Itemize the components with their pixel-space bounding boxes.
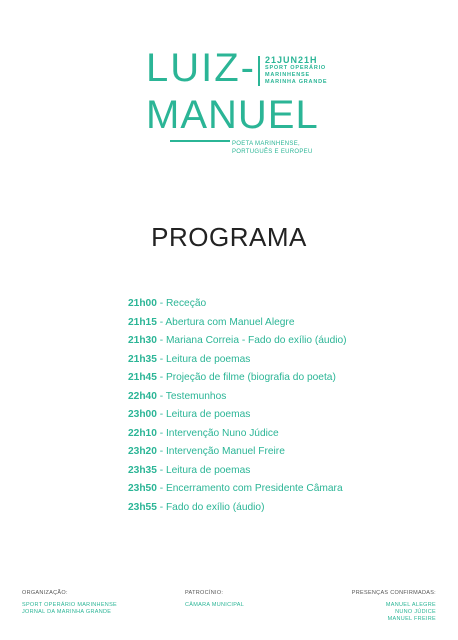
schedule-text: - Receção (156, 298, 207, 309)
schedule-text: - Encerramento com Presidente Câmara (156, 483, 343, 494)
subtitle-line-1: POETA MARINHENSE, (232, 141, 301, 147)
event-info (265, 55, 327, 86)
presencas-line: NUNO JÚDICE (395, 609, 436, 615)
schedule-time: 23h50 (128, 483, 157, 494)
schedule-time: 23h55 (128, 501, 157, 513)
organizacao-line: SPORT OPERÁRIO MARINHENSE (22, 602, 118, 608)
schedule-text: - Leitura de poemas (156, 409, 251, 420)
organizacao-line: JORNAL DA MARINHA GRANDE (22, 609, 112, 615)
vertical-divider (258, 56, 260, 86)
schedule-text: - Leitura de poemas (156, 353, 251, 365)
event-date: 21JUN21H (265, 55, 318, 65)
schedule-text: - Fado do exílio (áudio) (156, 501, 265, 513)
schedule-time: 21h35 (128, 353, 157, 365)
schedule-item (128, 426, 347, 445)
schedule-item (128, 500, 347, 519)
schedule-list (128, 296, 347, 518)
patrocinio-line: CÂMARA MUNICIPAL (185, 602, 245, 608)
presencas-line: MANUEL FREIRE (387, 616, 436, 622)
schedule-item (128, 407, 347, 426)
schedule-item (128, 463, 347, 482)
schedule-item (128, 444, 347, 463)
schedule-time: 21h30 (128, 335, 157, 346)
schedule-text: - Testemunhos (156, 390, 227, 402)
schedule-text: - Intervenção Nuno Júdice (156, 427, 279, 439)
schedule-item (128, 333, 347, 352)
schedule-time: 22h10 (128, 427, 157, 439)
venue-line-2: MARINHENSE (265, 72, 310, 78)
presencas-line: MANUEL ALEGRE (385, 602, 436, 608)
schedule-time: 23h00 (128, 409, 157, 420)
schedule-item (128, 352, 347, 371)
presencas-label: PRESENÇAS CONFIRMADAS: (351, 590, 436, 596)
schedule-text: - Leitura de poemas (156, 464, 251, 476)
schedule-time: 23h35 (128, 464, 157, 476)
venue-line-1: SPORT OPERÁRIO (265, 65, 327, 71)
schedule-item (128, 389, 347, 408)
schedule-item (128, 296, 347, 315)
schedule-time: 22h40 (128, 390, 157, 402)
subtitle-line-2: PORTUGUÊS E EUROPEU (232, 149, 313, 155)
schedule-item (128, 370, 347, 389)
schedule-text: - Intervenção Manuel Freire (156, 446, 285, 457)
subtitle (232, 140, 313, 156)
schedule-time: 23h20 (128, 446, 157, 457)
footer-patrocinio (185, 590, 244, 609)
schedule-text: - Abertura com Manuel Alegre (156, 316, 295, 328)
patrocinio-label: PATROCÍNIO: (185, 590, 224, 596)
title-line-1: LUIZ- (146, 46, 256, 90)
schedule-time: 21h00 (128, 298, 157, 309)
organizacao-label: ORGANIZAÇÃO: (22, 590, 68, 596)
schedule-text: - Projeção de filme (biografia do poeta) (156, 372, 336, 383)
schedule-time: 21h45 (128, 372, 157, 383)
footer-organizacao (22, 590, 117, 616)
schedule-item (128, 315, 347, 334)
title-line-2: MANUEL (146, 93, 319, 137)
horizontal-divider (170, 140, 230, 142)
programa-heading: PROGRAMA (151, 222, 307, 252)
schedule-text: - Mariana Correia - Fado do exílio (áudio) (156, 335, 347, 346)
venue-line-3: MARINHA GRANDE (265, 79, 328, 85)
schedule-item (128, 481, 347, 500)
footer-presencas (352, 590, 436, 623)
schedule-time: 21h15 (128, 316, 157, 328)
